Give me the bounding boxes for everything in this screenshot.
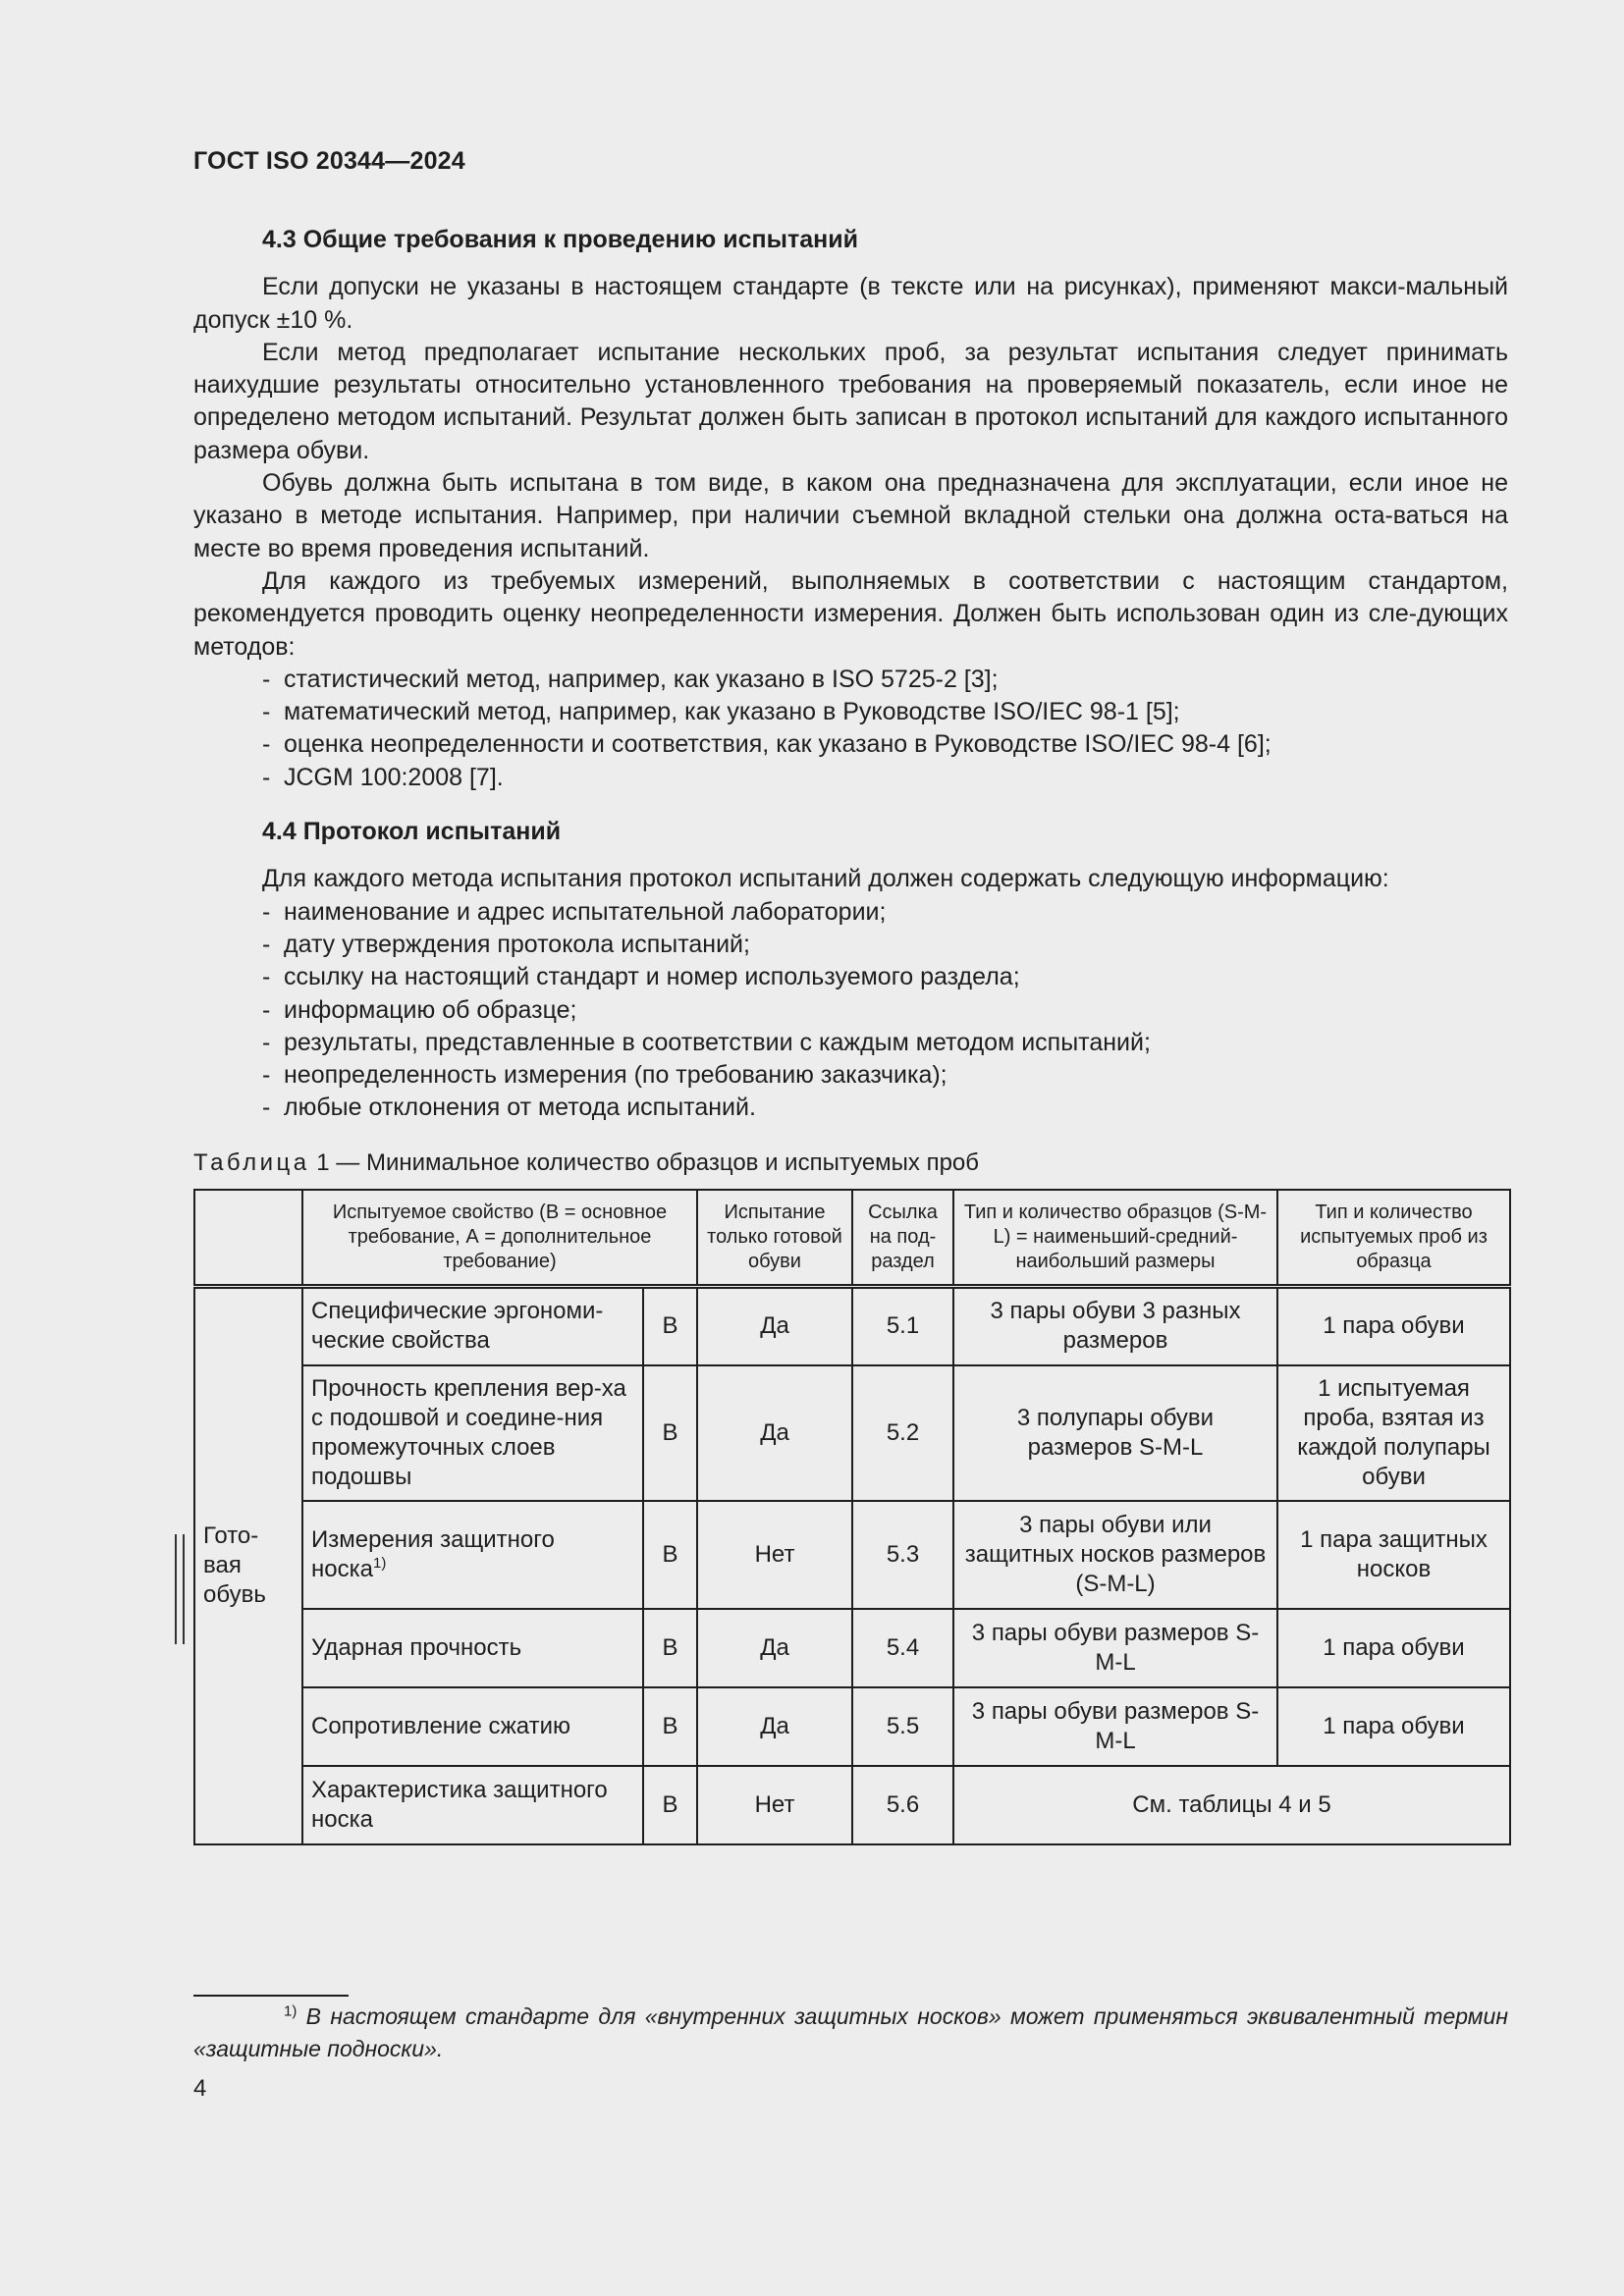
property-cell: Прочность крепления вер-ха с подошвой и соедине-ния промежуточных слоев подошвы (302, 1365, 643, 1501)
page-number: 4 (193, 2075, 207, 2102)
finished-only-cell: Да (697, 1609, 852, 1687)
footnote-text: В настоящем стандарте для «внутренних защитных носков» может применяться эквивалентный термин «защитные подноски». (193, 2003, 1508, 2061)
list-item: - дату утверждения протокола испытаний; (262, 929, 1508, 961)
requirement-cell: B (643, 1501, 697, 1609)
footnote-mark: 1) (284, 2002, 298, 2020)
requirement-cell: B (643, 1609, 697, 1687)
header-subsection: Ссылка на под-раздел (852, 1190, 953, 1287)
list-item: - ссылку на настоящий стандарт и номер используемого раздела; (262, 961, 1508, 993)
header-finished-only: Испытание только готовой обуви (697, 1190, 852, 1287)
group-label-finished-footwear: Гото-вая обувь (194, 1287, 302, 1844)
footnote-divider (193, 1995, 349, 1997)
property-cell: Характеристика защитного носка (302, 1766, 643, 1844)
table-caption-word: Таблица (193, 1148, 310, 1176)
property-cell: Ударная прочность (302, 1609, 643, 1687)
list-item: - оценка неопределенности и соответствия, как указано в Руководстве ISO/IEC 98-4 [6]; (262, 728, 1508, 761)
list-item: - результаты, представленные в соответствии с каждым методом испытаний; (262, 1027, 1508, 1059)
pieces-cell: 1 пара обуви (1277, 1687, 1510, 1766)
document-header: ГОСТ ISO 20344—2024 (193, 147, 465, 175)
subsection-cell: 5.4 (852, 1609, 953, 1687)
header-pieces: Тип и количество испытуемых проб из образца (1277, 1190, 1510, 1287)
uncertainty-methods-list (193, 664, 1508, 794)
list-item: - неопределенность измерения (по требованию заказчика); (262, 1059, 1508, 1092)
list-item: - статистический метод, например, как указано в ISO 5725-2 [3]; (262, 664, 1508, 696)
header-property: Испытуемое свойство (B = основное требование, А = дополнительное требование) (302, 1190, 697, 1287)
list-item: - JCGM 100:2008 [7]. (262, 762, 1508, 794)
requirement-cell: B (643, 1365, 697, 1501)
samples-cell: 3 пары обуви 3 разных размеров (953, 1287, 1277, 1365)
finished-only-cell: Да (697, 1365, 852, 1501)
finished-only-cell: Нет (697, 1766, 852, 1844)
section-4-4-title: 4.4 Протокол испытаний (262, 818, 562, 846)
subsection-cell: 5.5 (852, 1687, 953, 1766)
pieces-cell: 1 пара защитных носков (1277, 1501, 1510, 1609)
header-samples: Тип и количество образцов (S-M-L) = наименьший-средний-наибольший размеры (953, 1190, 1277, 1287)
change-bar (175, 1534, 185, 1644)
table-header-row (194, 1190, 1510, 1287)
property-cell: Специфические эргономи-ческие свойства (302, 1287, 643, 1365)
list-item: - наименование и адрес испытательной лаборатории; (262, 896, 1508, 929)
property-cell: Сопротивление сжатию (302, 1687, 643, 1766)
section-4-3-paragraph: Для каждого из требуемых измерений, выполняемых в соответствии с настоящим стандартом, рекомендуется проводить оценку неопределенности измерения. Должен быть использован один из сле-дующих методов: (193, 566, 1508, 661)
pieces-cell: 1 пара обуви (1277, 1287, 1510, 1365)
finished-only-cell: Да (697, 1287, 852, 1365)
table-row (194, 1287, 1510, 1365)
page-content (193, 224, 1508, 1845)
subsection-cell: 5.3 (852, 1501, 953, 1609)
table-caption (193, 1147, 1508, 1179)
finished-only-cell: Нет (697, 1501, 852, 1609)
samples-cell: 3 полупары обуви размеров S-M-L (953, 1365, 1277, 1501)
pieces-cell: 1 пара обуви (1277, 1609, 1510, 1687)
table-caption-text: 1 — Минимальное количество образцов и испытуемых проб (309, 1148, 980, 1176)
subsection-cell: 5.6 (852, 1766, 953, 1844)
section-4-3-paragraph: Обувь должна быть испытана в том виде, в каком она предназначена для эксплуатации, если иное не указано в методе испытания. Например, при наличии съемной вкладной стельки она должна оста-ваться на месте во время проведения испытаний. (193, 469, 1508, 562)
samples-cell: 3 пары обуви или защитных носков размеров (S-M-L) (953, 1501, 1277, 1609)
table-row (194, 1766, 1510, 1844)
property-cell (302, 1501, 643, 1609)
requirement-cell: B (643, 1287, 697, 1365)
samples-merged-cell: См. таблицы 4 и 5 (953, 1766, 1510, 1844)
requirement-cell: B (643, 1687, 697, 1766)
section-4-4-paragraph: Для каждого метода испытания протокол испытаний должен содержать следующую информацию: (262, 865, 1389, 893)
samples-cell: 3 пары обуви размеров S-M-L (953, 1687, 1277, 1766)
list-item: - информацию об образце; (262, 994, 1508, 1027)
list-item: - любые отклонения от метода испытаний. (262, 1092, 1508, 1124)
section-4-3-paragraph: Если метод предполагает испытание нескольких проб, за результат испытания следует принимать наихудшие результаты относительно установленного требования на проверяемый показатель, если иное не определено методом испытаний. Результат должен быть записан в протокол испытаний для каждого испытанного размера обуви. (193, 338, 1508, 464)
finished-only-cell: Да (697, 1687, 852, 1766)
subsection-cell: 5.1 (852, 1287, 953, 1365)
subsection-cell: 5.2 (852, 1365, 953, 1501)
table-row (194, 1609, 1510, 1687)
footnote (193, 2001, 1508, 2065)
samples-table (193, 1189, 1511, 1845)
table-row (194, 1365, 1510, 1501)
header-group-cell (194, 1190, 302, 1287)
section-4-3-title: 4.3 Общие требования к проведению испытаний (262, 226, 858, 253)
report-contents-list (193, 896, 1508, 1125)
pieces-cell: 1 испытуемая проба, взятая из каждой полупары обуви (1277, 1365, 1510, 1501)
table-row (194, 1687, 1510, 1766)
table-row (194, 1501, 1510, 1609)
list-item: - математический метод, например, как указано в Руководстве ISO/IEC 98-1 [5]; (262, 696, 1508, 728)
samples-cell: 3 пары обуви размеров S-M-L (953, 1609, 1277, 1687)
property-text: Измерения защитного носка (311, 1525, 555, 1582)
section-4-3-paragraph: Если допуски не указаны в настоящем стандарте (в тексте или на рисунках), применяют макси-мальный допуск ±10 %. (193, 273, 1508, 334)
footnote-reference: 1) (372, 1554, 387, 1572)
requirement-cell: B (643, 1766, 697, 1844)
